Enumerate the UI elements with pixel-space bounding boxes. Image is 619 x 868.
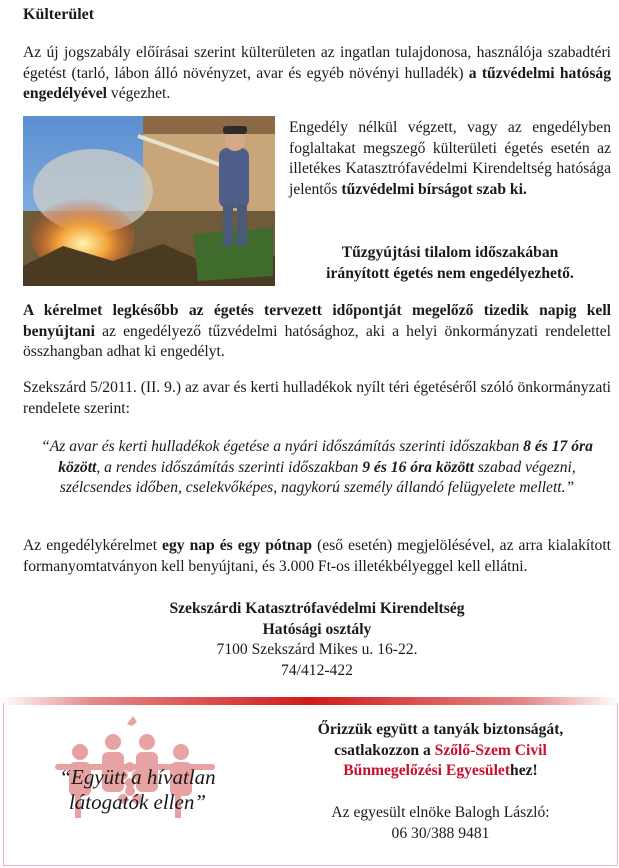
- contact-block: [23, 599, 611, 681]
- association-invite: Őrizzük együtt a tanyák biztonságát, csatlakozzon a Szőlő-Szem Civil Bűnmegelőzési Egyesülethez!: [317, 721, 564, 779]
- paragraph-intro: Az új jogszabály előírásai szerint külterületen az ingatlan tulajdonosa, használója szabadtéri égetést (tarló, lábon álló növényzet, avar és egyéb növényi hulladék) a tűzvédelmi hatóság engedélyével végezhet.: [23, 44, 611, 102]
- burning-photo-image: [23, 116, 275, 286]
- contact-phone: 74/412-422: [281, 661, 353, 679]
- paragraph-penalty: Engedély nélkül végzett, vagy az engedélyben foglaltakat megszegő külterületi égetés esetén az illetékes Katasztrófavédelmi Kirendeltség hatósága jelentős tűzvédelmi bírságot szab ki.: [289, 119, 611, 198]
- paragraph-application: Az engedélykérelmet egy nap és egy pótnap (eső esetén) megjelölésével, az arra kialakított formanyomtatványon kell benyújtani, és 3.000 Ft-os illetékbélyeggel kell ellátni.: [23, 537, 612, 575]
- contact-dept: Hatósági osztály: [262, 620, 372, 638]
- contact-org: Szekszárdi Katasztrófavédelmi Kirendeltség: [169, 600, 465, 617]
- photo-burning-leaves: [23, 116, 275, 286]
- fire-ban-notice: Tűzgyújtási tilalom időszakában irányított égetés nem engedélyezhető.: [326, 244, 574, 282]
- section-heading: Külterület: [23, 6, 95, 23]
- paragraph-deadline: A kérelmet legkésőbb az égetés tervezett időpontját megelőző tizedik napig kell benyújtani az engedélyező tűzvédelmi hatósághoz, aki a helyi önkormányzati rendelettel összhangban adhat ki engedélyt.: [23, 302, 611, 360]
- regulation-quote: “Az avar és kerti hulladékok égetése a nyári időszámítás szerinti időszakban 8 és 17 óra között, a rendes időszámítás szerinti időszakban 9 és 16 óra között szabad végezni, szélcsendes időben, cselekvőképes, nagykorú személy állandó felügyelete mellett.”: [41, 438, 593, 496]
- association-chair: Az egyesült elnöke Balogh László: 06 30/388 9481: [331, 804, 550, 842]
- contact-address: 7100 Szekszárd Mikes u. 16-22.: [216, 641, 418, 658]
- footer-slogan: “Együtt a hívatlan látogatók ellen”: [59, 765, 216, 814]
- paragraph-regulation: Szekszárd 5/2011. (II. 9.) az avar és kerti hulladékok nyílt téri égetéséről szóló önkormányzati rendelete szerint:: [23, 379, 611, 417]
